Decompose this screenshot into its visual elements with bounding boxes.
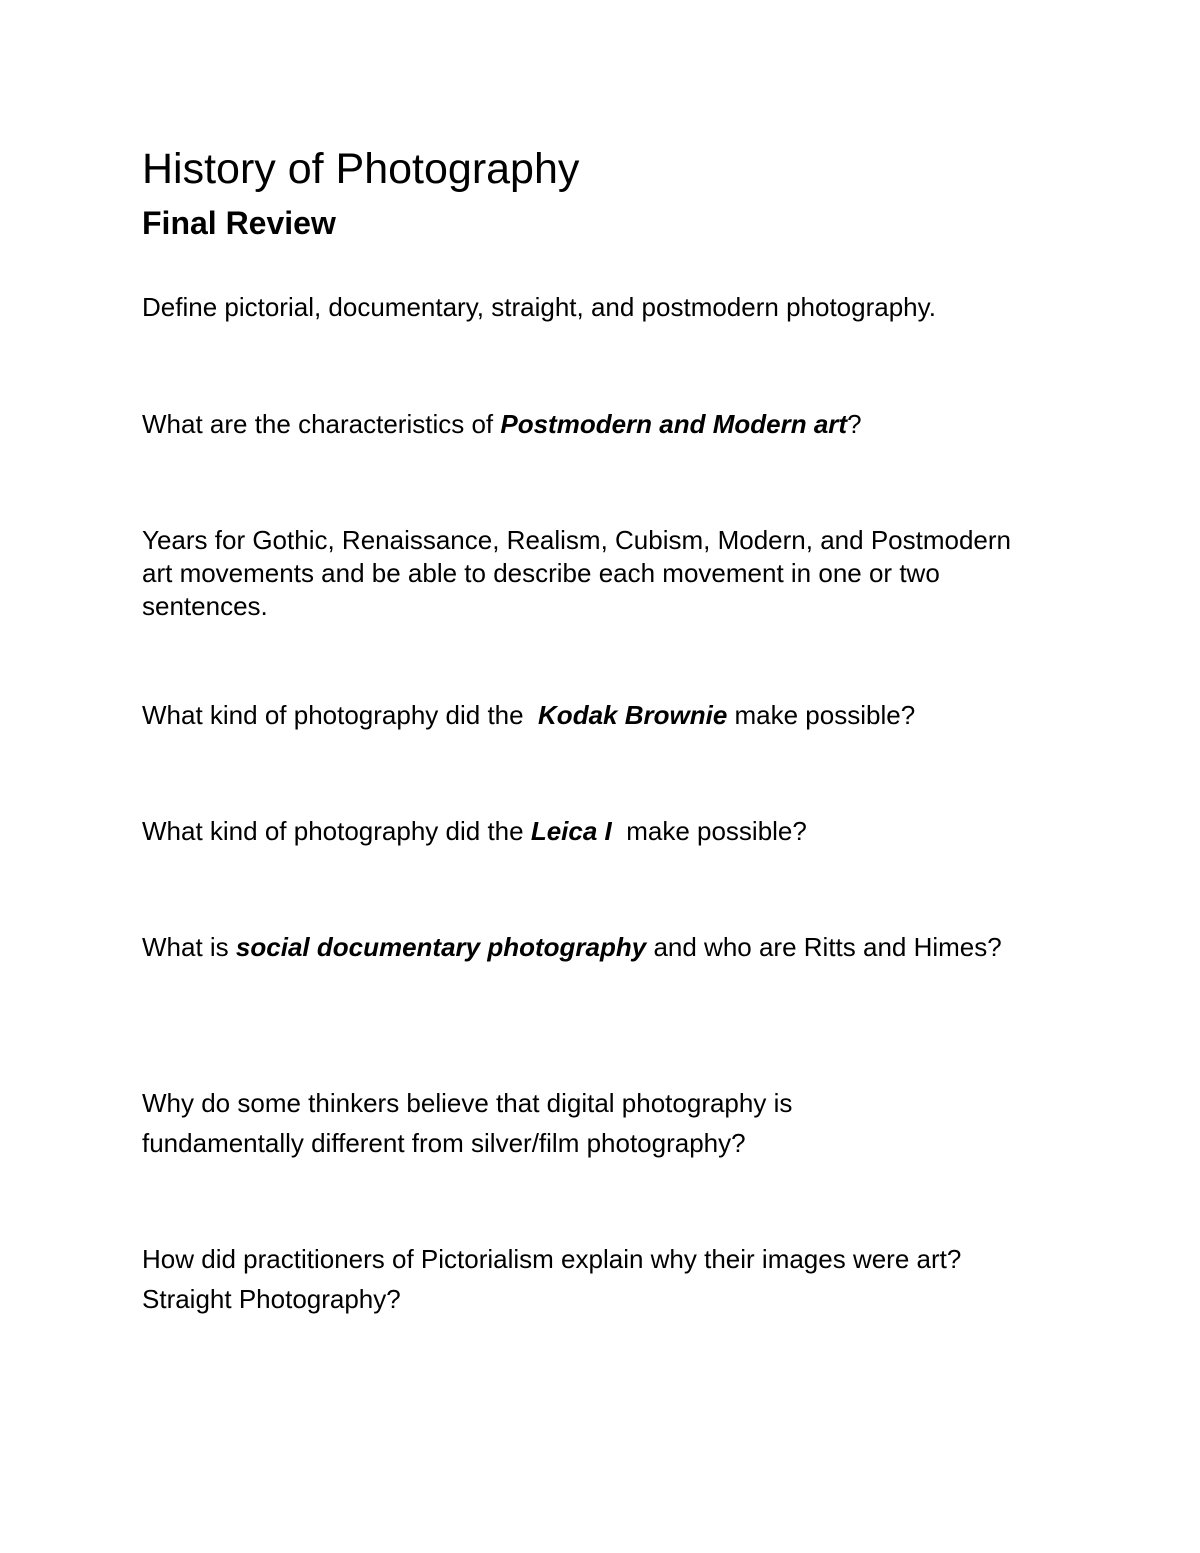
question-text-before: What kind of photography did the xyxy=(142,816,531,846)
question-emphasis: Leica I xyxy=(530,816,612,846)
question-text: Why do some thinkers believe that digital photography is fundamentally different from silver/film photography? xyxy=(142,1088,793,1158)
review-question-5 xyxy=(142,815,1062,848)
review-question-4 xyxy=(142,699,1062,732)
review-question-7 xyxy=(142,1083,902,1163)
review-question-1 xyxy=(142,291,1062,324)
question-text: Years for Gothic, Renaissance, Realism, Cubism, Modern, and Postmodern art movements and be able to describe each movement in one or two sentences. xyxy=(142,525,1011,621)
question-emphasis: social documentary photography xyxy=(235,932,647,962)
question-text-after: and who are Ritts and Himes? xyxy=(646,932,1002,962)
question-text-before: What are the characteristics of xyxy=(142,409,501,439)
question-text-after: ? xyxy=(847,409,862,439)
document-title: History of Photography xyxy=(142,145,580,193)
review-question-8 xyxy=(142,1239,1042,1319)
question-text-after: make possible? xyxy=(611,816,807,846)
review-question-6 xyxy=(142,927,1022,967)
review-question-3 xyxy=(142,524,1042,623)
question-text-before: What kind of photography did the xyxy=(142,700,539,730)
question-text: How did practitioners of Pictorialism explain why their images were art? Straight Photography? xyxy=(142,1244,962,1314)
question-emphasis: Postmodern and Modern art xyxy=(500,409,848,439)
review-question-2 xyxy=(142,408,1062,441)
question-text-after: make possible? xyxy=(727,700,916,730)
question-emphasis: Kodak Brownie xyxy=(538,700,728,730)
question-text-before: What is xyxy=(142,932,236,962)
question-text: Define pictorial, documentary, straight, and postmodern photography. xyxy=(142,292,936,322)
document-subtitle: Final Review xyxy=(142,205,336,241)
